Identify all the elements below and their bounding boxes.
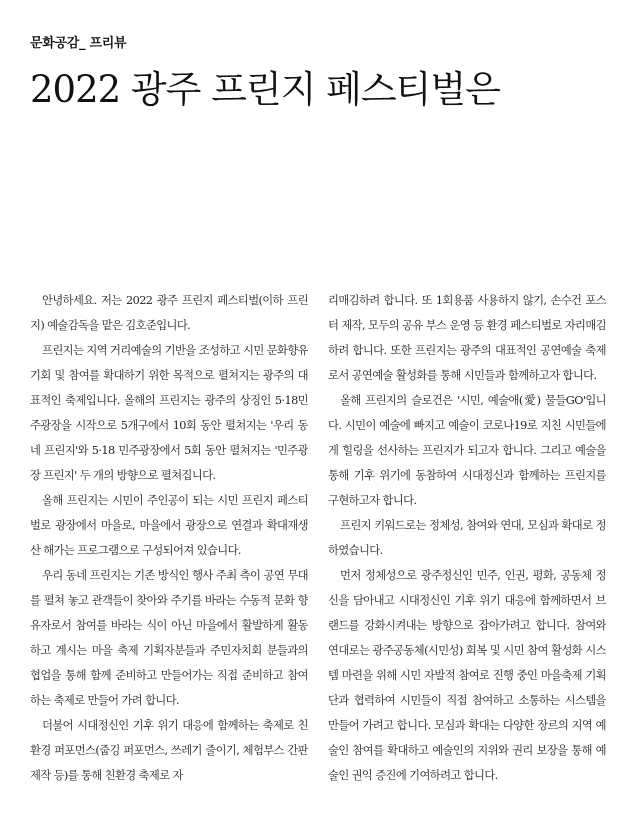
paragraph: 프린지 키워드로는 정체성, 참여와 연대, 모심과 확대로 정하였습니다. [328,519,606,557]
paragraph: 올해 프린지의 슬로건은 '시민, 예술애(愛) 물들GO'입니다. 시민이 예술에 빠지고 예술이 코로나19로 지친 시민들에게 힐링을 선사하는 프린지가 되고자 합니다. 그리고 예술을 통해 기후 위기에 동참하여 시대정신과 함께하는 프린지를 구현하고자 합니다. [328,394,606,507]
paragraph: 먼저 정체성으로 광주정신인 민주, 인권, 평화, 공동체 정신을 담아내고 시대정신인 기후 위기 대응에 함께하면서 브랜드를 강화시켜내는 방향으로 잡아가려고 합니다. 참여와 연대로는 광주공동체(시민성) 회복 및 시민 참여 활성화 시스템 마련을 위해 시민 자발적 참여로 진행 중인 마을축제 기획단과 협력하여 시민들이 직접 참여하고 소통하는 시스템을 만들어 가려고 합니다. 모심과 확대는 다양한 장르의 지역 예술인 참여를 확대하고 예술인의 지위와 권리 보장을 통해 예술인 권익 증진에 기여하려고 합니다. [328,569,606,782]
paragraph: 올해 프린지는 시민이 주인공이 되는 시민 프린지 페스티벌로 광장에서 마을로, 마을에서 광장으로 연결과 확대재생산 해가는 프로그램으로 구성되어져 있습니다. [30,494,308,557]
page-title: 2022 광주 프린지 페스티벌은 [30,68,500,111]
paragraph: 프린지는 지역 거리예술의 기반을 조성하고 시민 문화향유 기회 및 참여를 확대하기 위한 목적으로 펼쳐지는 광주의 대표적인 축제입니다. 올해의 프린지는 광주의 상징인 5·18민주광장을 시작으로 5개구에서 10회 동안 펼쳐지는 '우리 동네 프린지'와 5·18 민주광장에서 5회 동안 펼쳐지는 '민주광장 프린지' 두 개의 방향으로 펼쳐집니다. [30,344,308,482]
paragraph: 우리 동네 프린지는 기존 방식인 행사 주최 측이 공연 무대를 펼쳐 놓고 관객들이 찾아와 주기를 바라는 수동적 문화 향유자로서 참여를 바라는 식이 아닌 마을에서 활발하게 활동하고 계시는 마을 축제 기획자분들과 주민자치회 분들과의 협업을 통해 함께 준비하고 만들어가는 직접 준비하고 참여하는 축제로 만들어 가려 합니다. [30,569,308,707]
right-column [328,288,606,808]
paragraph: 리매김하려 합니다. 또 1회용품 사용하지 않기, 손수건 포스터 제작, 모두의 공유 부스 운영 등 환경 페스티벌로 자리매김하려 합니다. 또한 프린지는 광주의 대표적인 공연예술 축제로서 공연예술 활성화를 통해 시민들과 함께하고자 합니다. [328,294,606,382]
section-label: 문화공감_ 프리뷰 [30,36,127,51]
left-column [30,288,308,808]
paragraph: 더불어 시대정신인 기후 위기 대응에 함께하는 축제로 친환경 퍼포먼스(줍깅 퍼포먼스, 쓰레기 줄이기, 체험부스 간판 제작 등)를 통해 친환경 축제로 자 [30,719,308,782]
article-body [30,288,606,808]
paragraph: 안녕하세요. 저는 2022 광주 프린지 페스티벌(이하 프린지) 예술감독을 맡은 김호준입니다. [30,294,308,332]
